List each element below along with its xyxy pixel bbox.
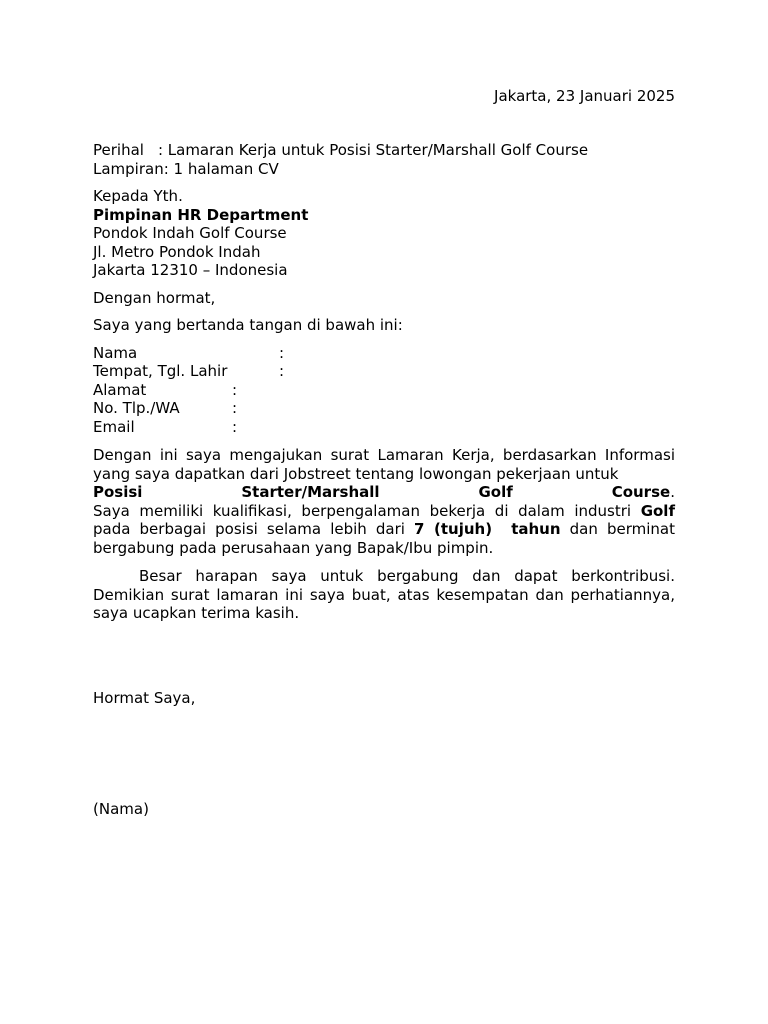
position-word: Posisi (93, 483, 143, 501)
salutation: Dengan hormat, (93, 288, 216, 307)
field-label: No. Tlp./WA (93, 399, 180, 417)
field-label: Tempat, Tgl. Lahir (93, 362, 228, 380)
field-label: Alamat (93, 380, 147, 399)
place-date: Jakarta, 23 Januari 2025 (494, 87, 675, 105)
field-colon: : (279, 343, 285, 362)
field-row-alamat (93, 381, 675, 400)
recipient-city: Jakarta 12310 – Indonesia (93, 261, 288, 279)
industry-name: Golf (640, 501, 675, 520)
years-experience: 7 (tujuh) tahun (414, 520, 561, 538)
closing: Hormat Saya, (93, 688, 196, 707)
qualification-text (93, 502, 675, 558)
recipient-company: Pondok Indah Golf Course (93, 224, 287, 242)
position-line (93, 483, 675, 502)
position-word: Course (611, 483, 671, 501)
intro-text: Saya yang bertanda tangan di bawah ini: (93, 316, 403, 334)
position-period: . (670, 483, 675, 501)
body-paragraph-1-text: Dengan ini saya mengajukan surat Lamaran Kerja, berdasarkan Informasi yang saya dapatkan dari Jobstreet tentang lowongan pekerjaan untuk (93, 446, 675, 483)
personal-data-list (93, 344, 675, 437)
position-word: Golf (478, 483, 513, 501)
signature-name: (Nama) (93, 800, 149, 818)
field-label: Email (93, 417, 135, 436)
recipient-street: Jl. Metro Pondok Indah (93, 242, 261, 261)
recipient-block (93, 187, 675, 280)
field-colon: : (232, 380, 238, 399)
subject-label: Perihal (93, 141, 144, 159)
field-label: Nama (93, 343, 138, 362)
position-last (612, 483, 675, 502)
field-colon: : (232, 417, 238, 436)
field-row-telp (93, 399, 675, 418)
field-colon: : (232, 399, 238, 417)
field-colon: : (279, 362, 285, 380)
recipient-name: Pimpinan HR Department (93, 205, 309, 224)
body-paragraph-2: Besar harapan saya untuk bergabung dan dapat berkontribusi. Demikian surat lamaran ini saya buat, atas kesempatan dan perhatiannya, saya ucapkan terima kasih. (93, 567, 675, 622)
position-word: Starter/Marshall (241, 483, 380, 501)
qualification-part: dan berminat bergabung pada perusahaan yang Bapak/Ibu pimpin. (93, 520, 675, 557)
field-row-ttl (93, 362, 675, 381)
recipient-greeting: Kepada Yth. (93, 187, 183, 205)
attachment-line: Lampiran: 1 halaman CV (93, 159, 279, 178)
subject-line (93, 141, 675, 160)
subject-value: : Lamaran Kerja untuk Posisi Starter/Marshall Golf Course (157, 141, 589, 159)
qualification-part: pada berbagai posisi selama lebih dari (93, 520, 405, 538)
letter-page (93, 85, 675, 819)
qualification-part: Saya memiliki kualifikasi, berpengalaman bekerja di dalam industri (93, 501, 632, 520)
body-paragraph-1 (93, 446, 675, 557)
field-row-nama (93, 344, 675, 363)
field-row-email (93, 418, 675, 437)
